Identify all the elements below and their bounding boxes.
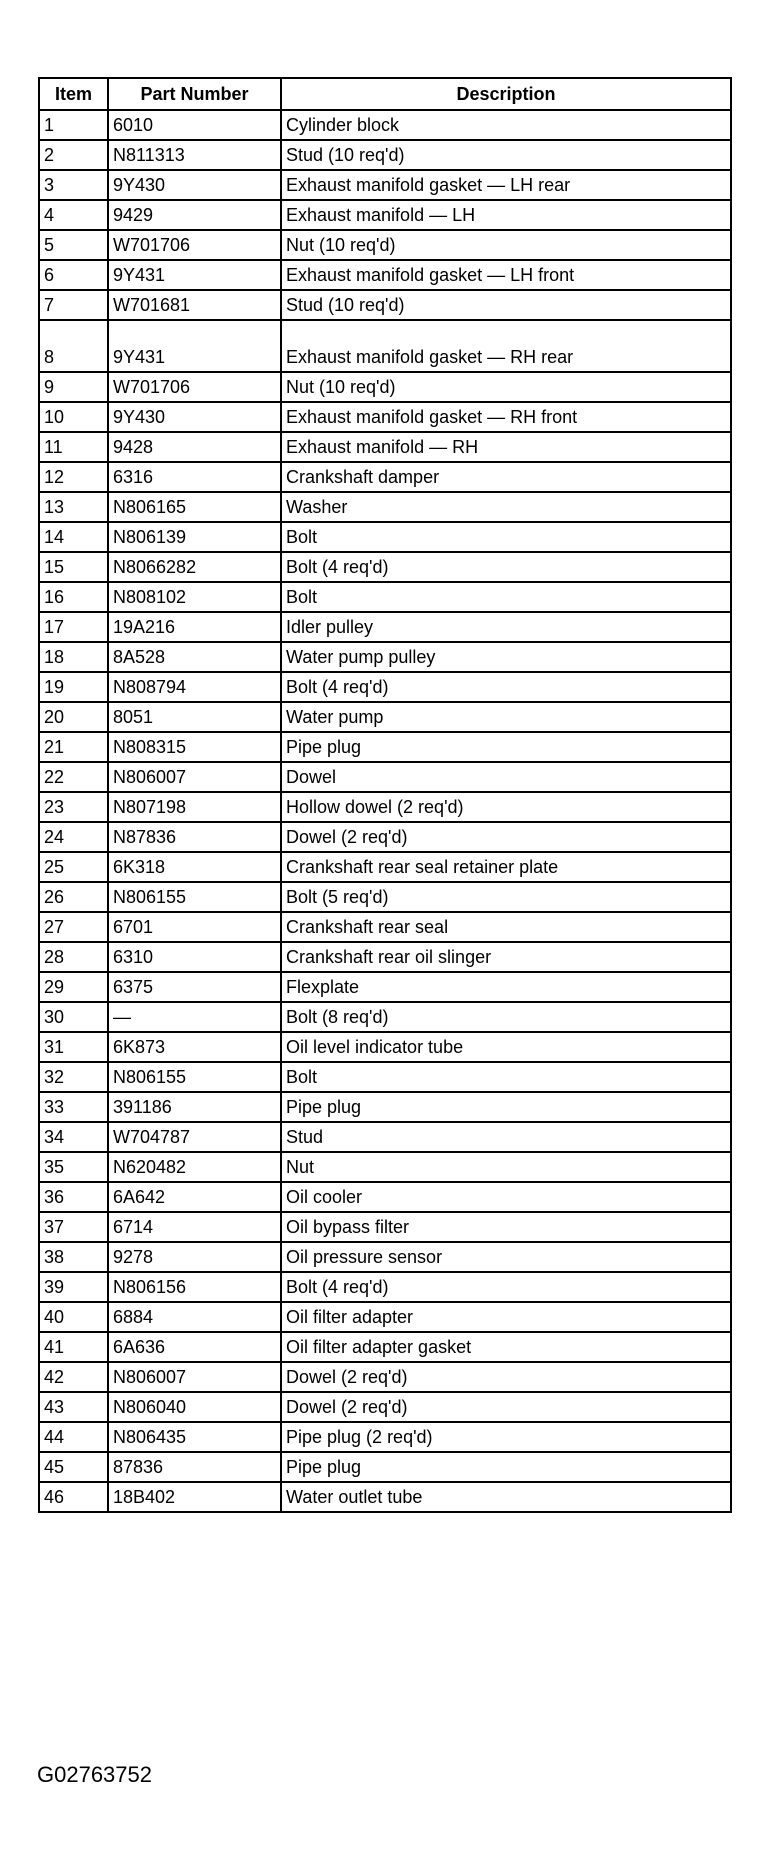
item-cell: 30 (39, 1002, 108, 1032)
part-number-cell: 6A636 (108, 1332, 281, 1362)
table-row (39, 110, 731, 140)
description-cell: Oil cooler (281, 1182, 731, 1212)
table-row (39, 1362, 731, 1392)
part-number-cell: N806040 (108, 1392, 281, 1422)
item-cell: 21 (39, 732, 108, 762)
item-cell: 13 (39, 492, 108, 522)
part-number-cell: 6K318 (108, 852, 281, 882)
table-row (39, 822, 731, 852)
item-cell: 10 (39, 402, 108, 432)
table-row (39, 170, 731, 200)
table-row (39, 1392, 731, 1422)
part-number-cell: N806155 (108, 882, 281, 912)
table-body (39, 110, 731, 1512)
table-row (39, 290, 731, 320)
table-row (39, 612, 731, 642)
table-row (39, 1092, 731, 1122)
description-cell: Crankshaft damper (281, 462, 731, 492)
part-number-cell: 9Y430 (108, 170, 281, 200)
table-row (39, 1122, 731, 1152)
part-number-cell: 9429 (108, 200, 281, 230)
table-row (39, 1182, 731, 1212)
part-number-cell: W701681 (108, 290, 281, 320)
item-cell: 43 (39, 1392, 108, 1422)
item-cell: 2 (39, 140, 108, 170)
figure-id: G02763752 (37, 1762, 152, 1787)
item-cell: 27 (39, 912, 108, 942)
description-cell: Oil level indicator tube (281, 1032, 731, 1062)
part-number-cell: N808794 (108, 672, 281, 702)
part-number-cell: W704787 (108, 1122, 281, 1152)
part-number-cell: 8A528 (108, 642, 281, 672)
description-cell: Pipe plug (281, 1452, 731, 1482)
table-row (39, 492, 731, 522)
description-cell: Crankshaft rear seal retainer plate (281, 852, 731, 882)
part-number-cell: N808102 (108, 582, 281, 612)
table-row (39, 462, 731, 492)
table-row (39, 672, 731, 702)
part-number-cell: 6701 (108, 912, 281, 942)
column-header-part-number: Part Number (108, 78, 281, 110)
item-cell: 25 (39, 852, 108, 882)
table-row (39, 1272, 731, 1302)
item-cell: 23 (39, 792, 108, 822)
description-cell: Pipe plug (2 req'd) (281, 1422, 731, 1452)
item-cell: 1 (39, 110, 108, 140)
description-cell: Hollow dowel (2 req'd) (281, 792, 731, 822)
item-cell: 19 (39, 672, 108, 702)
description-cell: Dowel (2 req'd) (281, 1362, 731, 1392)
part-number-cell: N807198 (108, 792, 281, 822)
description-cell: Water pump (281, 702, 731, 732)
description-cell: Pipe plug (281, 732, 731, 762)
table-row (39, 882, 731, 912)
part-number-cell: 9428 (108, 432, 281, 462)
table-row (39, 912, 731, 942)
description-cell: Bolt (8 req'd) (281, 1002, 731, 1032)
description-cell: Exhaust manifold — LH (281, 200, 731, 230)
part-number-cell: 6K873 (108, 1032, 281, 1062)
table-row (39, 582, 731, 612)
item-cell: 3 (39, 170, 108, 200)
table-row (39, 1302, 731, 1332)
part-number-cell: 9Y430 (108, 402, 281, 432)
table-row (39, 762, 731, 792)
description-cell: Oil pressure sensor (281, 1242, 731, 1272)
table-row (39, 140, 731, 170)
item-cell: 39 (39, 1272, 108, 1302)
description-cell: Dowel (2 req'd) (281, 1392, 731, 1422)
column-header-item: Item (39, 78, 108, 110)
item-cell: 36 (39, 1182, 108, 1212)
item-cell: 44 (39, 1422, 108, 1452)
description-cell: Bolt (4 req'd) (281, 1272, 731, 1302)
table-row (39, 552, 731, 582)
item-cell: 16 (39, 582, 108, 612)
item-cell: 34 (39, 1122, 108, 1152)
item-cell: 42 (39, 1362, 108, 1392)
description-cell: Exhaust manifold gasket — RH front (281, 402, 731, 432)
description-cell: Water pump pulley (281, 642, 731, 672)
part-number-cell: — (108, 1002, 281, 1032)
item-cell: 18 (39, 642, 108, 672)
table-row (39, 1062, 731, 1092)
item-cell: 7 (39, 290, 108, 320)
description-cell: Exhaust manifold — RH (281, 432, 731, 462)
table-row (39, 230, 731, 260)
item-cell: 15 (39, 552, 108, 582)
part-number-cell: 87836 (108, 1452, 281, 1482)
table-row (39, 1212, 731, 1242)
description-cell: Water outlet tube (281, 1482, 731, 1512)
item-cell: 24 (39, 822, 108, 852)
description-cell: Bolt (281, 522, 731, 552)
table-row (39, 1242, 731, 1272)
description-cell: Nut (10 req'd) (281, 372, 731, 402)
part-number-cell: N806156 (108, 1272, 281, 1302)
description-cell: Oil bypass filter (281, 1212, 731, 1242)
part-number-cell: 18B402 (108, 1482, 281, 1512)
part-number-cell: 9Y431 (108, 320, 281, 372)
item-cell: 37 (39, 1212, 108, 1242)
description-cell: Dowel (281, 762, 731, 792)
table-row (39, 1422, 731, 1452)
item-cell: 32 (39, 1062, 108, 1092)
table-row (39, 402, 731, 432)
item-cell: 26 (39, 882, 108, 912)
part-number-cell: 391186 (108, 1092, 281, 1122)
part-number-cell: N87836 (108, 822, 281, 852)
description-cell: Oil filter adapter gasket (281, 1332, 731, 1362)
item-cell: 29 (39, 972, 108, 1002)
description-cell: Exhaust manifold gasket — LH front (281, 260, 731, 290)
description-cell: Bolt (281, 582, 731, 612)
part-number-cell: 19A216 (108, 612, 281, 642)
item-cell: 6 (39, 260, 108, 290)
description-cell: Flexplate (281, 972, 731, 1002)
table-row (39, 522, 731, 552)
item-cell: 11 (39, 432, 108, 462)
description-cell: Bolt (281, 1062, 731, 1092)
item-cell: 22 (39, 762, 108, 792)
description-cell: Stud (10 req'd) (281, 290, 731, 320)
table-row (39, 260, 731, 290)
table-row (39, 1152, 731, 1182)
table-row (39, 942, 731, 972)
description-cell: Nut (281, 1152, 731, 1182)
table-row (39, 432, 731, 462)
item-cell: 20 (39, 702, 108, 732)
part-number-cell: N806435 (108, 1422, 281, 1452)
item-cell: 5 (39, 230, 108, 260)
table-row (39, 372, 731, 402)
description-cell: Dowel (2 req'd) (281, 822, 731, 852)
item-cell: 45 (39, 1452, 108, 1482)
item-cell: 40 (39, 1302, 108, 1332)
item-cell: 33 (39, 1092, 108, 1122)
item-cell: 8 (39, 320, 108, 372)
table-row (39, 792, 731, 822)
description-cell: Bolt (5 req'd) (281, 882, 731, 912)
part-number-cell: 6375 (108, 972, 281, 1002)
part-number-cell: 9Y431 (108, 260, 281, 290)
table-row (39, 642, 731, 672)
column-header-description: Description (281, 78, 731, 110)
part-number-cell: 6714 (108, 1212, 281, 1242)
description-cell: Oil filter adapter (281, 1302, 731, 1332)
part-number-cell: N806165 (108, 492, 281, 522)
item-cell: 35 (39, 1152, 108, 1182)
item-cell: 28 (39, 942, 108, 972)
description-cell: Idler pulley (281, 612, 731, 642)
part-number-cell: N811313 (108, 140, 281, 170)
part-number-cell: 8051 (108, 702, 281, 732)
description-cell: Exhaust manifold gasket — RH rear (281, 320, 731, 372)
description-cell: Exhaust manifold gasket — LH rear (281, 170, 731, 200)
description-cell: Bolt (4 req'd) (281, 672, 731, 702)
table-row (39, 702, 731, 732)
item-cell: 38 (39, 1242, 108, 1272)
part-number-cell: N620482 (108, 1152, 281, 1182)
table-row (39, 852, 731, 882)
part-number-cell: W701706 (108, 230, 281, 260)
table-row (39, 1002, 731, 1032)
part-number-cell: N806007 (108, 1362, 281, 1392)
table-row (39, 1332, 731, 1362)
part-number-cell: 9278 (108, 1242, 281, 1272)
description-cell: Crankshaft rear seal (281, 912, 731, 942)
item-cell: 41 (39, 1332, 108, 1362)
item-cell: 31 (39, 1032, 108, 1062)
description-cell: Stud (10 req'd) (281, 140, 731, 170)
item-cell: 4 (39, 200, 108, 230)
part-number-cell: N806007 (108, 762, 281, 792)
description-cell: Stud (281, 1122, 731, 1152)
table-row (39, 1452, 731, 1482)
description-cell: Washer (281, 492, 731, 522)
header-row (39, 78, 731, 110)
table-row (39, 972, 731, 1002)
table-row (39, 732, 731, 762)
item-cell: 12 (39, 462, 108, 492)
table-row (39, 1032, 731, 1062)
parts-table (38, 77, 732, 1513)
item-cell: 46 (39, 1482, 108, 1512)
description-cell: Bolt (4 req'd) (281, 552, 731, 582)
part-number-cell: 6010 (108, 110, 281, 140)
part-number-cell: 6A642 (108, 1182, 281, 1212)
part-number-cell: 6884 (108, 1302, 281, 1332)
description-cell: Cylinder block (281, 110, 731, 140)
description-cell: Pipe plug (281, 1092, 731, 1122)
table-row (39, 320, 731, 372)
item-cell: 9 (39, 372, 108, 402)
part-number-cell: N808315 (108, 732, 281, 762)
description-cell: Crankshaft rear oil slinger (281, 942, 731, 972)
table-row (39, 200, 731, 230)
part-number-cell: N8066282 (108, 552, 281, 582)
item-cell: 17 (39, 612, 108, 642)
part-number-cell: W701706 (108, 372, 281, 402)
description-cell: Nut (10 req'd) (281, 230, 731, 260)
table-row (39, 1482, 731, 1512)
part-number-cell: N806155 (108, 1062, 281, 1092)
part-number-cell: 6316 (108, 462, 281, 492)
part-number-cell: 6310 (108, 942, 281, 972)
part-number-cell: N806139 (108, 522, 281, 552)
item-cell: 14 (39, 522, 108, 552)
